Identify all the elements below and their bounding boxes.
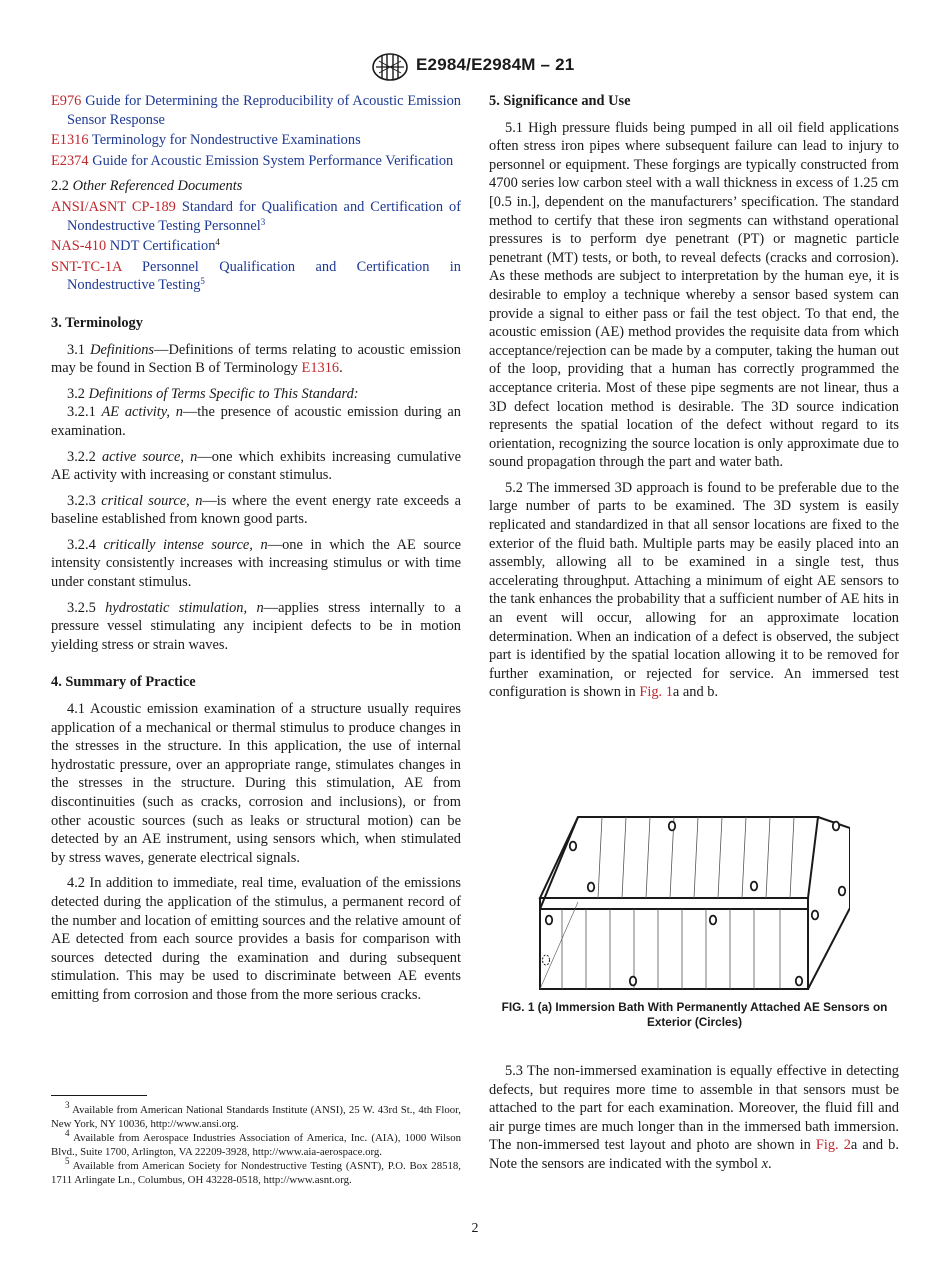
paragraph-number: 3.2.2 <box>67 448 96 465</box>
paragraph-text: a and b. Note the sensors are indicated with the symbol <box>489 1137 899 1172</box>
reference-code-link[interactable]: SNT-TC-1A <box>51 258 122 275</box>
paragraph-5-2 <box>489 479 899 702</box>
sensor-circle-icon <box>630 977 636 986</box>
paragraph-text: —the presence of acoustic emission during an examination. <box>51 404 461 439</box>
footnote-text: Available from Aerospace Industries Association of America, Inc. (AIA), 1000 Wilson Blvd., Suite 1700, Arlington, VA 22209-3928, http://www.aia-aerospace.org. <box>51 1131 461 1158</box>
defined-term: active source, n <box>101 448 198 465</box>
punctuation: . <box>767 1155 772 1172</box>
paragraph-4-2: 4.2 In addition to immediate, real time, evaluation of the emissions detected during the application of the stimulus, a permanent record of the number and location of emitting sources and the relative amount of AE detected from each source provides a basis for comparison with sources detected during the examination and during subsequent stimulation. This may be used to discriminate between AE events emitting from corrosion and those from the more serious cracks. <box>51 875 461 1003</box>
footnote-text: Available from American Society for Nondestructive Testing (ASNT), P.O. Box 28518, 1711 Arlingate Ln., Columbus, OH 43228-0518, http://www.asnt.org. <box>51 1159 461 1186</box>
reference-title-link[interactable]: NDT Certification <box>109 238 216 255</box>
paragraph-text: 5.3 The non-immersed examination is equally effective in detecting defects, but requires more time to assemble in that sensors must be attached to the part for each examination. Moreover, the fluid fill and air purge times are much longer than in the immersed bath immersion. The non-immersed test layout and photo are shown in <box>489 1063 899 1154</box>
reference-item <box>51 92 461 129</box>
section-5-heading: 5. Significance and Use <box>489 93 631 109</box>
paragraph-3-2-4 <box>51 536 461 592</box>
sensor-circle-icon <box>570 842 576 851</box>
paragraph-text: —Definitions of terms relating to acoustic emission may be found in Section B of Terminology <box>51 341 461 377</box>
reference-title-link[interactable]: Guide for Acoustic Emission System Performance Verification <box>92 152 454 169</box>
reference-title-link[interactable]: Terminology for Nondestructive Examinations <box>91 132 361 149</box>
defined-term: critically intense source, n <box>103 536 268 553</box>
bath-top-rim <box>540 817 818 898</box>
footnote-number: 3 <box>65 1100 70 1110</box>
sensor-circle-icon <box>751 882 757 891</box>
paragraph-5-1: 5.1 High pressure fluids being pumped in all oil field applications often stress iron pipes where subsequent failure can lead to injury to personnel or equipment. These forgings are typically constructed from 4700 series low carbon steel with a wall thickness in excess of 1.25 cm [0.5 in.], dependent on the manufacturers’ specification. The standard method to certify that these iron segments can withstand operational pressures is to perform dye penetrant (PT) or magnetic particle penetrant (MT) tests, or both, to reveal defects (cracks and corrosion). As these methods are subject to interpretation by the human eye, it is desirable to employ a technique whereby a sensor based system can provide a signal to either pass or fail the test object. To that end, the acoustic emission (AE) method provides the requisite data from which acceptance/rejection can be made by a computer, taking the human out of the loop, providing that a human has correctly programmed the acceptance criteria. Most of these pipe segments are not linear, thus a 3D defect location method is desirable. The 3D source indication represents the spatial location of the defect without regard to its orientation, recognizing the source location is only approximate due to sound propagation through the part and water bath. <box>489 119 899 471</box>
reference-code-link[interactable]: ANSI/ASNT CP-189 <box>51 198 176 215</box>
reference-title-link[interactable]: Standard for Qualification and Certification of Nondestructive Testing Personnel <box>67 198 461 234</box>
punctuation: . <box>339 360 343 377</box>
immersion-bath-figure <box>530 812 850 998</box>
paragraph-number: 3.2 <box>67 385 85 402</box>
paragraph-4-1: 4.1 Acoustic emission examination of a structure usually requires application of a mechanical or thermal stimulus to produce changes in the stresses in the structure. In this application, the use of internal hydrostatic pressure, over an appropriate range, stimulates changes in the stresses in the structure. During this stimulation, AE from discontinuities (such as cracks, corrosion and inclusions), or from other acoustic sources (such as leaks or structural motion) can be detected by an AE instrument, using sensors which, when stimulated by stress waves, generate electrical signals. <box>51 701 461 866</box>
paragraph-3-2-1 <box>51 403 461 440</box>
paragraph-number: 3.1 <box>67 341 85 358</box>
footnote-number: 4 <box>65 1127 70 1138</box>
paragraph-text: —one which exhibits increasing cumulative AE activity with increasing or constant stimulus. <box>51 448 461 484</box>
paragraph-3-2 <box>51 385 461 404</box>
footnote-marker[interactable]: 5 <box>200 276 205 287</box>
paragraph-text: a and b. <box>672 684 719 701</box>
sensor-circle-icon <box>839 887 845 896</box>
page-number: 2 <box>471 1221 479 1236</box>
right-column <box>489 92 899 702</box>
reference-code-link[interactable]: E1316 <box>51 132 89 149</box>
paragraph-number: 3.2.4 <box>67 536 96 553</box>
e1316-link[interactable]: E1316 <box>301 360 340 377</box>
footnote <box>51 1155 461 1188</box>
reference-code-link[interactable]: NAS-410 <box>51 238 107 255</box>
document-designation: E2984/E2984M – 21 <box>416 55 575 74</box>
left-column <box>51 92 461 1005</box>
reference-item <box>51 131 461 150</box>
defined-term: Definitions <box>90 341 155 358</box>
reference-item <box>51 258 461 295</box>
footnote-marker[interactable]: 3 <box>260 216 266 227</box>
paragraph-number: 3.2.3 <box>67 492 96 509</box>
paragraph-3-1 <box>51 341 461 378</box>
reference-item <box>51 237 461 256</box>
footnote <box>51 1127 461 1160</box>
paragraph-number: 3.2.1 <box>67 404 96 421</box>
footnote-text: Available from American National Standards Institute (ANSI), 25 W. 43rd St., 4th Floor, New York, NY 10036, http://www.ansi.org. <box>51 1104 461 1130</box>
paragraph-3-2-5 <box>51 599 461 655</box>
sensor-symbol: x <box>761 1155 768 1172</box>
section-4-heading: 4. Summary of Practice <box>51 674 196 691</box>
fig-1-link[interactable]: Fig. 1 <box>639 684 673 701</box>
reference-code-link[interactable]: E2374 <box>51 152 89 169</box>
sensor-circle-icon <box>796 977 802 986</box>
defined-term: AE activity, n <box>101 404 183 421</box>
part-dividers <box>540 817 794 989</box>
defined-term: hydrostatic stimulation, n <box>105 599 264 616</box>
section-3-heading: 3. Terminology <box>51 314 143 331</box>
paragraph-text: —applies stress internally to a pressure vessel stimulating any incipient defects to be in motion yielding stress or strain waves. <box>51 599 461 653</box>
defined-term: critical source, n <box>101 492 203 509</box>
reference-item <box>51 198 461 235</box>
footnote <box>51 1100 461 1132</box>
subsection-2-2-heading <box>51 177 461 196</box>
fig-2-link[interactable]: Fig. 2 <box>815 1137 851 1154</box>
sensor-circle-icon <box>710 916 716 925</box>
sensor-circle-icon <box>588 883 594 892</box>
footnote-number: 5 <box>65 1155 70 1166</box>
figure-1-caption: FIG. 1 (a) Immersion Bath With Permanently Attached AE Sensors on Exterior (Circles) <box>501 1000 888 1029</box>
footnote-marker[interactable]: 4 <box>215 237 220 248</box>
defined-term: Definitions of Terms Specific to This Standard: <box>88 385 359 402</box>
other-referenced-documents-list <box>51 198 461 295</box>
footnote-divider <box>51 1095 147 1096</box>
sensor-circle-icon <box>812 911 818 920</box>
paragraph-text: —one in which the AE source intensity consistently increases with increasing stimulus or with time under constant stimulus. <box>51 536 461 591</box>
astm-logo-icon <box>371 52 409 82</box>
sensor-circle-icon <box>833 822 839 831</box>
bath-back-floor-edge <box>540 817 578 909</box>
section-title: Other Referenced Documents <box>72 178 243 195</box>
reference-title-link[interactable]: Guide for Determining the Reproducibility of Acoustic Emission Sensor Response <box>67 93 461 128</box>
footnotes <box>51 1100 461 1187</box>
paragraph-text: —is where the event energy rate exceeds a baseline established from known good parts. <box>51 492 461 528</box>
right-column-lower <box>489 1062 899 1174</box>
sensor-circle-hidden-icon <box>543 955 550 965</box>
paragraph-number: 3.2.5 <box>67 599 96 616</box>
paragraph-text: 5.2 The immersed 3D approach is found to be preferable due to the large number of parts to be examined. The 3D system is easily replicated and standardized in that all sensor locations are fixed to the exterior of the fluid bath. Multiple parts may be easily placed into an assembly, allowing all to be examined in a single test, thus accelerating throughput. Attaching a minimum of eight AE sensors to the tank enhances the probability that a sufficient number of AE hits in an event will occur, allowing for an approximate location determination. When an indication of a defect is observed, the subject part is identified by the spatial location allowing it to be removed for further examination, or rejected for service. An immersed test configuration is shown in <box>489 479 899 701</box>
page-header <box>0 50 950 90</box>
reference-item <box>51 152 461 171</box>
reference-title-link[interactable]: Personnel Qualification and Certification in Nondestructive Testing <box>67 258 461 294</box>
paragraph-3-2-3 <box>51 492 461 529</box>
bath-front-wall <box>540 909 808 989</box>
paragraph-3-2-2 <box>51 448 461 485</box>
sensor-circle-icon <box>546 916 552 925</box>
paragraph-5-3 <box>489 1062 899 1174</box>
sensor-circle-icon <box>669 822 675 831</box>
section-number: 2.2 <box>51 178 69 195</box>
referenced-documents-list <box>51 92 461 170</box>
reference-code-link[interactable]: E976 <box>51 93 82 109</box>
